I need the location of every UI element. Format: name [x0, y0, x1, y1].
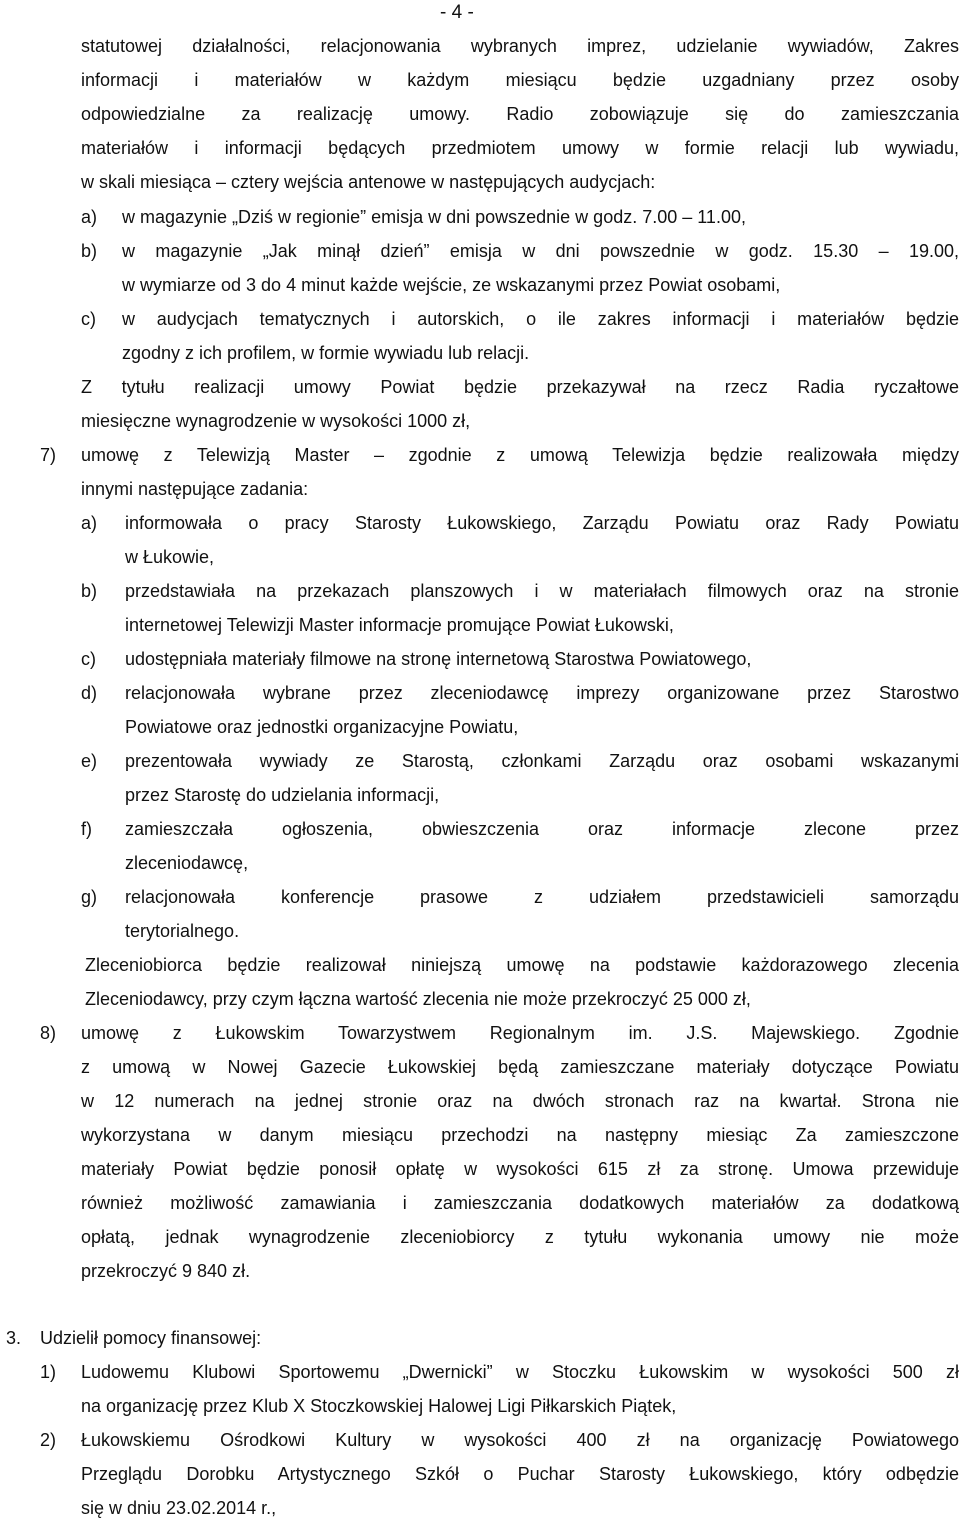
list-item-line: w magazynie „Dziś w regionie” emisja w dni powszednie w godz. 7.00 – 11.00, [122, 207, 746, 227]
paragraph-line: informacji i materiałów w każdym miesiącu będzie uzgadniany przez osoby [81, 70, 959, 90]
paragraph-line: umowę z Łukowskim Towarzystwem Regionalnym im. J.S. Majewskiego. Zgodnie [81, 1023, 959, 1043]
item-number: 1) [40, 1362, 57, 1382]
item-number: 2) [40, 1430, 57, 1450]
list-item-line: zamieszczała ogłoszenia, obwieszczenia oraz informacje zlecone przez [125, 819, 959, 839]
section-number: 3. [6, 1328, 22, 1348]
paragraph-line: opłatą, jednak wynagrodzenie zleceniobiorcy z tytułu wykonania umowy nie może [81, 1227, 959, 1247]
list-item-line: Przeglądu Dorobku Artystycznego Szkół o Puchar Starosty Łukowskiego, który odbędzie [81, 1464, 959, 1484]
list-label: c) [81, 309, 96, 329]
list-item-line: udostępniała materiały filmowe na stronę internetową Starostwa Powiatowego, [125, 649, 752, 669]
page-number: - 4 - [440, 2, 474, 23]
list-label: f) [81, 819, 92, 839]
list-item-line: Ludowemu Klubowi Sportowemu „Dwernicki” w Stoczku Łukowskim w wysokości 500 zł [81, 1362, 959, 1382]
list-item-line: przedstawiała na przekazach planszowych i w materiałach filmowych oraz na stronie [125, 581, 959, 601]
list-label: b) [81, 581, 98, 601]
item-number: 7) [40, 445, 57, 465]
list-item-line: w wymiarze od 3 do 4 minut każde wejście, ze wskazanymi przez Powiat osobami, [122, 275, 781, 295]
list-label: a) [81, 513, 98, 533]
list-item-line: internetowej Telewizji Master informacje promujące Powiat Łukowski, [125, 615, 674, 635]
paragraph-line: materiały Powiat będzie ponosił opłatę w wysokości 615 zł za stronę. Umowa przewiduje [81, 1159, 959, 1179]
list-label: a) [81, 207, 98, 227]
list-label: c) [81, 649, 96, 669]
list-item-line: w magazynie „Jak minął dzień” emisja w dni powszednie w godz. 15.30 – 19.00, [122, 241, 959, 261]
paragraph-line: przekroczyć 9 840 zł. [81, 1261, 251, 1281]
list-item-line: Powiatowe oraz jednostki organizacyjne Powiatu, [125, 717, 519, 737]
list-label: d) [81, 683, 98, 703]
paragraph-line: z umową w Nowej Gazecie Łukowskiej będą zamieszczane materiały dotyczące Powiatu [81, 1057, 959, 1077]
paragraph-line: odpowiedzialne za realizację umowy. Radio zobowiązuje się do zamieszczania [81, 104, 959, 124]
list-label: e) [81, 751, 98, 771]
paragraph-line: Zleceniodawcy, przy czym łączna wartość zlecenia nie może przekroczyć 25 000 zł, [85, 989, 751, 1009]
list-item-line: informowała o pracy Starosty Łukowskiego, Zarządu Powiatu oraz Rady Powiatu [125, 513, 959, 533]
list-label: b) [81, 241, 98, 261]
list-item-line: prezentowała wywiady ze Starostą, członkami Zarządu oraz osobami wskazanymi [125, 751, 959, 771]
paragraph-line: również możliwość zamawiania i zamieszczania dodatkowych materiałów za dodatkową [81, 1193, 959, 1213]
paragraph-line: wykorzystana w danym miesiącu przechodzi na następny miesiąc Za zamieszczone [81, 1125, 959, 1145]
section-title: Udzielił pomocy finansowej: [40, 1328, 262, 1348]
paragraph-line: miesięczne wynagrodzenie w wysokości 1000 zł, [81, 411, 471, 431]
paragraph-line: materiałów i informacji będących przedmiotem umowy w formie relacji lub wywiadu, [81, 138, 959, 158]
list-item-line: zgodny z ich profilem, w formie wywiadu lub relacji. [122, 343, 530, 363]
paragraph-line: Z tytułu realizacji umowy Powiat będzie przekazywał na rzecz Radia ryczałtowe [81, 377, 959, 397]
list-item-line: terytorialnego. [125, 921, 240, 941]
paragraph-line: statutowej działalności, relacjonowania wybranych imprez, udzielanie wywiadów, Zakres [81, 36, 959, 56]
list-item-line: się w dniu 23.02.2014 r., [81, 1498, 277, 1518]
list-item-line: w audycjach tematycznych i autorskich, o ile zakres informacji i materiałów będzie [122, 309, 959, 329]
item-number: 8) [40, 1023, 57, 1043]
paragraph-line: innymi następujące zadania: [81, 479, 309, 499]
list-item-line: Łukowskiemu Ośrodkowi Kultury w wysokości 400 zł na organizację Powiatowego [81, 1430, 959, 1450]
list-item-line: relacjonowała konferencje prasowe z udziałem przedstawicieli samorządu [125, 887, 959, 907]
paragraph-line: umowę z Telewizją Master – zgodnie z umową Telewizja będzie realizowała między [81, 445, 959, 465]
paragraph-line: Zleceniobiorca będzie realizował niniejszą umowę na podstawie każdorazowego zlecenia [85, 955, 959, 975]
list-item-line: relacjonowała wybrane przez zleceniodawcę imprezy organizowane przez Starostwo [125, 683, 959, 703]
list-item-line: zleceniodawcę, [125, 853, 249, 873]
paragraph-line: w skali miesiąca – cztery wejścia antenowe w następujących audycjach: [81, 172, 656, 192]
list-item-line: przez Starostę do udzielania informacji, [125, 785, 440, 805]
list-label: g) [81, 887, 98, 907]
list-item-line: na organizację przez Klub X Stoczkowskiej Halowej Ligi Piłkarskich Piątek, [81, 1396, 677, 1416]
list-item-line: w Łukowie, [125, 547, 215, 567]
paragraph-line: w 12 numerach na jednej stronie oraz na dwóch stronach raz na kwartał. Strona nie [81, 1091, 959, 1111]
